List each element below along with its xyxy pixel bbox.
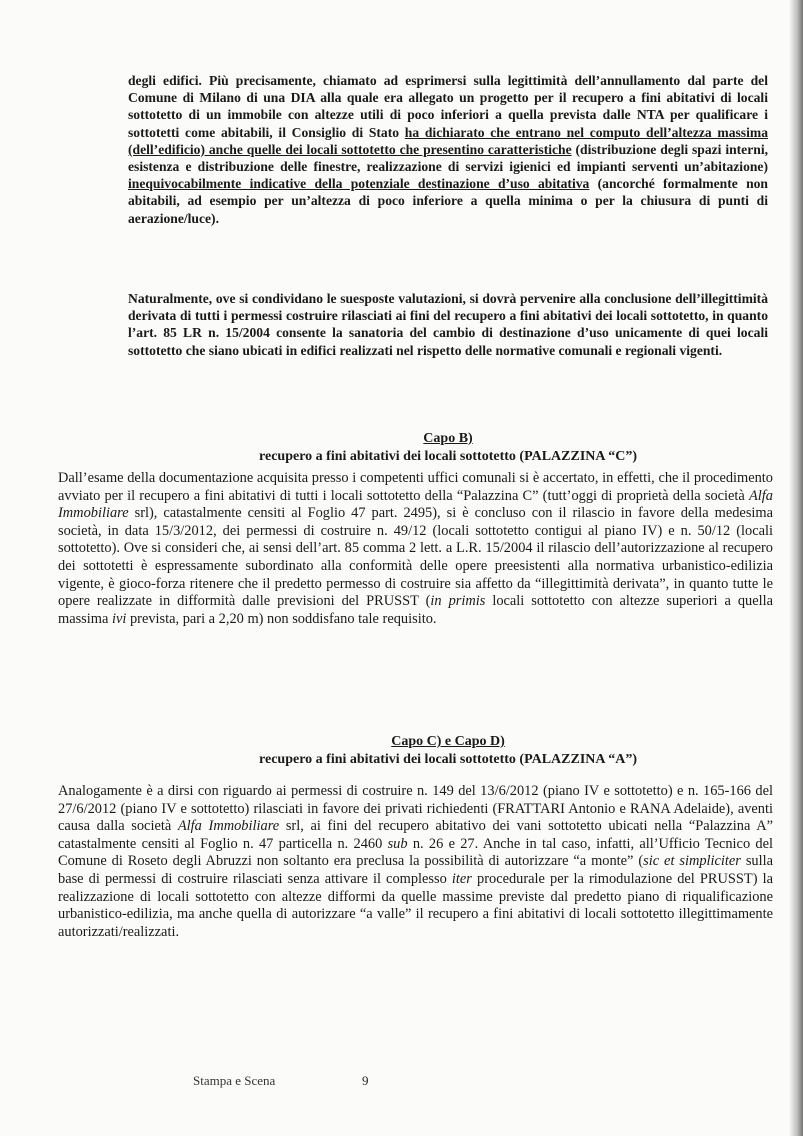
para4-text-1: Analogamente è a dirsi con riguardo ai permessi di costruire n. 149 del 13/6/2012 (piano IV e sottotetto) e n. 165-166 del 27/6/2012 (piano IV e sottotetto) rilasciati in favore dei privati richiedenti (FRATTARI Antonio e RANA Adelaide), aventi causa dalla società <box>58 783 773 835</box>
para4-italic-1: Alfa Immobiliare <box>177 818 280 835</box>
para3-italic-3: ivi <box>111 610 127 627</box>
para4-italic-3: sic et simpliciter <box>643 853 741 870</box>
page-number: 9 <box>362 1073 369 1088</box>
scan-edge-shadow <box>789 0 803 1136</box>
para3-italic-2: in primis <box>430 593 486 610</box>
section-heading-capo-b <box>128 430 768 466</box>
heading-capo-c-d-label: Capo C) e Capo D) <box>391 734 505 749</box>
para4-text-4: sulla base di permessi di costruire rilasciati senza attivare il complesso <box>58 853 773 887</box>
para4-italic-4: iter <box>451 870 472 887</box>
paragraph-capo-c-d <box>58 783 773 941</box>
para1-underline-1: ha dichiarato che entrano nel computo dell’altezza massima (dell’edificio) anche quelle dei locali sottotetto che presentino caratteristiche <box>128 124 768 157</box>
para1-text-3: (ancorché formalmente non abitabili, ad esempio per un’altezza di poco inferiore a quella minima o per la chiusura di punti di aerazione/luce). <box>128 176 768 226</box>
para4-italic-2: sub <box>387 835 408 852</box>
para3-italic-1: Alfa Immobiliare <box>58 487 773 522</box>
para1-underline-2: inequivocabilmente indicative della potenziale destinazione d’uso abitativa <box>128 176 590 192</box>
para3-text-1: Dall’esame della documentazione acquisita presso i competenti uffici comunali si è accertato, in effetti, che il procedimento avviato per il recupero a fini abitativi di tutti i locali sottotetto della “Palazzina C” (tutt’oggi di proprietà della società <box>58 470 773 504</box>
section-heading-capo-c-d <box>128 733 768 769</box>
paragraph-intro <box>128 72 768 227</box>
para4-text-5: procedurale per la rimodulazione del PRUSST) la realizzazione di locali sottotetto con altezze difformi da quelle massime previste dal predetto piano di riqualificazione urbanistico-edilizia, ma anche quella di autorizzare “a valle” il recupero a fini abitativi di locali sottotetto illegittimamente autorizzati/realizzati. <box>58 870 773 940</box>
paragraph-conclusion: Naturalmente, ove si condividano le suesposte valutazioni, si dovrà pervenire alla conclusione dell’illegittimità derivata di tutti i permessi costruire rilasciati ai fini del recupero a fini abitativi dei locali sottotetto, in quanto l’art. 85 LR n. 15/2004 consente la sanatoria del cambio di destinazione d’uso unicamente di quei locali sottotetto che siano ubicati in edifici realizzati nel rispetto delle normative comunali e regionali vigenti. <box>128 291 768 358</box>
para3-text-3: locali sottotetto con altezze superiori a quella massima <box>58 593 773 627</box>
para4-text-3: n. 26 e 27. Anche in tal caso, infatti, all’Ufficio Tecnico del Comune di Roseto degli Abruzzi non soltanto era preclusa la possibilità di autorizzare “a monte” ( <box>58 835 773 870</box>
para1-text-2: (distribuzione degli spazi interni, esistenza e distribuzione delle finestre, realizzazione di servizi igienici ed impianti serventi un’abitazione) <box>128 141 768 175</box>
heading-capo-c-d-title: recupero a fini abitativi dei locali sottotetto (PALAZZINA “A”) <box>259 752 637 767</box>
para1-text-1: degli edifici. Più precisamente, chiamato ad esprimersi sulla legittimità dell’annullamento dal parte del Comune di Milano di una DIA alla quale era allegato un progetto per il recupero a fini abitativi di locali sottotetto di un immobile con altezze utili di poco inferiori a quella prevista dalle NTA per qualificare i sottotetti come abitabili, il Consiglio di Stato <box>128 73 768 140</box>
paragraph-capo-b <box>58 470 773 628</box>
para3-text-4: prevista, pari a 2,20 m) non soddisfano tale requisito. <box>126 610 437 627</box>
footer-label: Stampa e Scena <box>193 1073 276 1088</box>
heading-capo-b-label: Capo B) <box>423 431 473 446</box>
para3-text-2: srl), catastalmente censiti al Foglio 47 part. 2495), si è concluso con il rilascio in favore della medesima società, in data 15/3/2012, dei permessi di costruire n. 49/12 (locali sottotetto contigui al piano IV) e n. 50/12 (locali sottotetto). Ove si consideri che, ai sensi dell’art. 85 comma 2 lett. a L.R. 15/2004 il rilascio dell’autorizzazione al recupero dei sottotetti è espressamente subordinato alla conformità delle opere preesistenti alla normativa urbanistico-edilizia vigente, è gioco-forza ritenere che il predetto permesso di costruire sia affetto da “illegittimità derivata”, in quanto tutte le opere realizzate in difformità dalle previsioni del PRUSST ( <box>58 505 773 610</box>
heading-capo-b-title: recupero a fini abitativi dei locali sottotetto (PALAZZINA “C”) <box>259 449 637 464</box>
para4-text-2: srl, ai fini del recupero abitativo dei vani sottotetto ubicati nella “Palazzina A” catastalmente censiti al Foglio n. 47 particella n. 2460 <box>58 818 773 852</box>
